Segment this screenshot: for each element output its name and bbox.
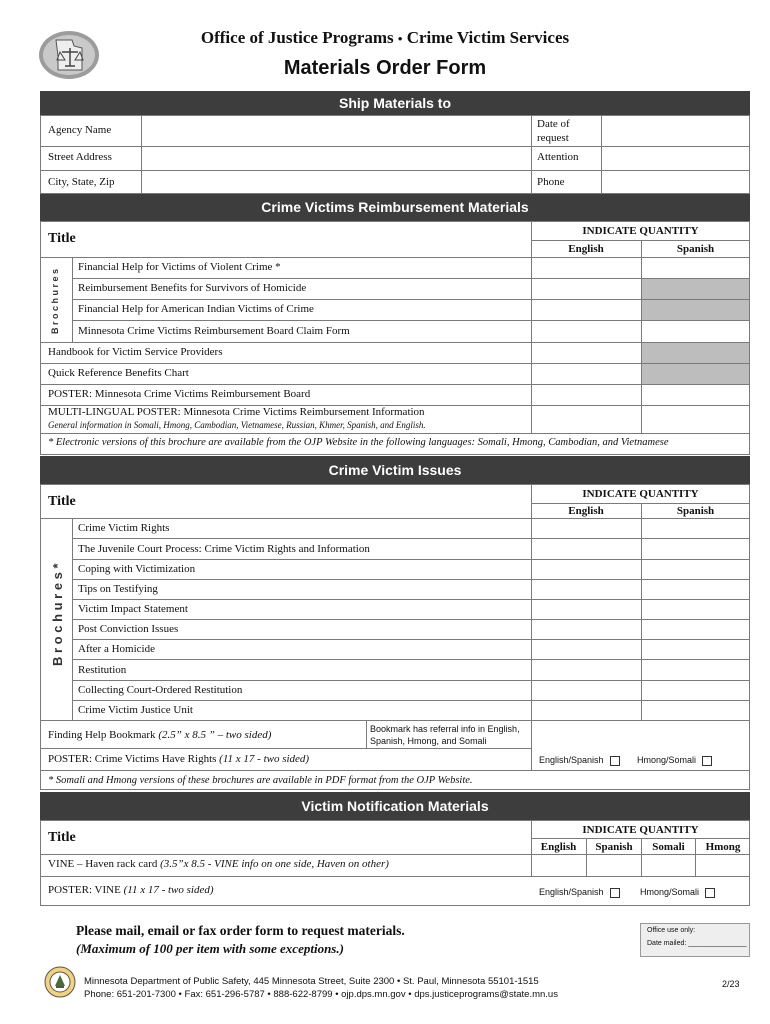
qty-english-input[interactable] — [532, 300, 641, 320]
date-of-request-line2: request — [537, 132, 569, 144]
maximum-note: (Maximum of 100 per item with some exceptions.) — [76, 941, 344, 956]
bookmark-size: (2.5” x 8.5 ” – two sided) — [158, 729, 272, 741]
qty-spanish-input[interactable] — [642, 258, 749, 278]
vine-rack-card-name: VINE – Haven rack card — [48, 858, 158, 870]
handbook-label: Handbook for Victim Service Providers — [48, 346, 223, 358]
date-mailed-field[interactable]: Date mailed: _______________ — [647, 940, 747, 947]
reimb-indicate-quantity: INDICATE QUANTITY — [582, 225, 699, 237]
attention-field[interactable] — [602, 147, 749, 170]
issues-brochures-vertical-label: B r o c h u r e s * — [50, 563, 65, 666]
qty-english-input[interactable] — [532, 321, 641, 342]
qty-english-input[interactable] — [532, 258, 641, 278]
bookmark-name: Finding Help Bookmark — [48, 729, 156, 741]
agency-name-label: Agency Name — [48, 124, 112, 136]
qty-spanish-input[interactable] — [587, 855, 641, 876]
qty-english-input[interactable] — [532, 364, 641, 384]
reimb-footnote: * Electronic versions of this brochure are available from the OJP Website in the following languages: Somali, Hmong, Cambodian, and Vietnamese — [48, 437, 669, 448]
ship-band: Ship Materials to — [40, 91, 750, 115]
date-of-request-line1: Date of — [537, 118, 570, 130]
vine-hmong-header: Hmong — [705, 841, 741, 853]
reimb-brochure-3: Financial Help for American Indian Victims of Crime — [78, 303, 314, 315]
qty-english-input[interactable] — [532, 721, 749, 748]
issues-brochure-9: Collecting Court-Ordered Restitution — [78, 684, 243, 696]
issues-footnote: * Somali and Hmong versions of these brochures are available in PDF format from the OJP Website. — [48, 775, 473, 786]
issues-poster-name: POSTER: Crime Victims Have Rights — [48, 753, 217, 765]
issues-brochure-10: Crime Victim Justice Unit — [78, 704, 193, 716]
vine-band: Victim Notification Materials — [40, 792, 750, 820]
attention-label: Attention — [537, 151, 579, 163]
issues-brochure-3: Coping with Victimization — [78, 563, 196, 575]
vine-hmong-somali-checkbox[interactable] — [705, 888, 715, 898]
reimb-brochure-4: Minnesota Crime Victims Reimbursement Board Claim Form — [78, 325, 350, 337]
reimbursement-band: Crime Victims Reimbursement Materials — [40, 194, 750, 221]
issues-hmong-somali-option[interactable] — [637, 755, 712, 766]
street-address-field[interactable] — [142, 147, 530, 170]
vine-poster-name: POSTER: VINE — [48, 884, 121, 896]
english-spanish-checkbox[interactable] — [610, 756, 620, 766]
date-of-request-label — [537, 117, 570, 145]
bookmark-note-line1: Bookmark has referral info in English, — [370, 724, 520, 734]
vine-title-header: Title — [48, 830, 76, 845]
mail-instructions: Please mail, email or fax order form to request materials. — [76, 923, 405, 938]
vine-spanish-header: Spanish — [595, 841, 633, 853]
reimb-poster-label: POSTER: Minnesota Crime Victims Reimbursement Board — [48, 388, 311, 400]
footer-address: Minnesota Department of Public Safety, 445 Minnesota Street, Suite 2300 • St. Paul, Minnesota 55101-1515 — [84, 976, 539, 987]
issues-brochure-4: Tips on Testifying — [78, 583, 158, 595]
bookmark-note — [370, 723, 520, 747]
multilingual-poster-label: MULTI-LINGUAL POSTER: Minnesota Crime Victims Reimbursement Information — [48, 406, 425, 418]
agency-name-field[interactable] — [142, 116, 530, 146]
reimb-brochures-vertical-label: B r o c h u r e s — [50, 268, 60, 334]
quick-reference-label: Quick Reference Benefits Chart — [48, 367, 189, 379]
reimb-spanish-header: Spanish — [676, 243, 715, 255]
date-of-request-field[interactable] — [602, 116, 749, 146]
issues-band: Crime Victim Issues — [40, 456, 750, 484]
vine-hmong-somali-label: Hmong/Somali — [640, 887, 700, 897]
qty-english-input[interactable] — [532, 406, 641, 433]
phone-field[interactable] — [602, 171, 749, 193]
issues-english-spanish-option[interactable] — [539, 755, 620, 766]
vine-poster-label — [48, 884, 214, 896]
qty-english-input[interactable] — [532, 279, 641, 299]
footer-contact: Phone: 651-201-7300 • Fax: 651-296-5787 • 888-622-8799 • ojp.dps.mn.gov • dps.justiceprograms@state.mn.us — [84, 989, 558, 1000]
issues-brochure-6: Post Conviction Issues — [78, 623, 179, 635]
office-use-box — [640, 923, 750, 957]
qty-english-input[interactable] — [532, 343, 641, 363]
qty-spanish-input[interactable] — [642, 385, 749, 405]
heading-bullet: • — [397, 31, 403, 46]
vine-english-header: English — [540, 841, 577, 853]
division-name: Crime Victim Services — [406, 28, 570, 47]
bookmark-note-line2: Spanish, Hmong, and Somali — [370, 736, 487, 746]
issues-brochure-7: After a Homicide — [78, 643, 155, 655]
qty-spanish-input[interactable] — [642, 519, 749, 538]
reimb-english-header: English — [568, 243, 604, 255]
qty-somali-input[interactable] — [642, 855, 695, 876]
office-use-label: Office use only: — [647, 927, 696, 934]
reimb-brochure-1: Financial Help for Victims of Violent Crime * — [78, 261, 281, 273]
hmong-somali-checkbox[interactable] — [702, 756, 712, 766]
qty-english-input[interactable] — [532, 519, 641, 538]
qty-hmong-input[interactable] — [696, 855, 749, 876]
form-title: Materials Order Form — [283, 57, 487, 79]
issues-brochure-1: Crime Victim Rights — [78, 522, 170, 534]
vine-indicate-quantity: INDICATE QUANTITY — [582, 824, 699, 836]
vine-somali-header: Somali — [652, 841, 685, 853]
bookmark-label — [48, 729, 271, 741]
english-spanish-label: English/Spanish — [539, 755, 604, 765]
office-name: Office of Justice Programs — [200, 28, 394, 47]
vine-rack-card-label — [48, 858, 389, 870]
vine-english-spanish-label: English/Spanish — [539, 887, 604, 897]
issues-indicate-quantity: INDICATE QUANTITY — [582, 488, 699, 500]
qty-english-input[interactable] — [532, 385, 641, 405]
multilingual-poster-note: General information in Somali, Hmong, Cambodian, Vietnamese, Russian, Khmer, Spanish, and English. — [48, 420, 426, 430]
issues-english-header: English — [568, 505, 604, 517]
issues-brochure-2: The Juvenile Court Process: Crime Victim Rights and Information — [78, 543, 370, 555]
city-state-zip-label: City, State, Zip — [48, 176, 115, 188]
street-address-label: Street Address — [48, 151, 112, 163]
issues-poster-label — [48, 753, 309, 765]
phone-label: Phone — [537, 176, 565, 188]
issues-spanish-header: Spanish — [676, 505, 715, 517]
qty-spanish-input[interactable] — [642, 321, 749, 342]
vine-english-spanish-option[interactable] — [539, 887, 620, 898]
hmong-somali-label: Hmong/Somali — [637, 755, 697, 765]
reimb-brochure-2: Reimbursement Benefits for Survivors of Homicide — [78, 282, 307, 294]
vine-poster-size: (11 x 17 - two sided) — [123, 884, 214, 896]
issues-title-header: Title — [48, 494, 76, 509]
qty-english-input[interactable] — [532, 855, 586, 876]
office-heading — [0, 28, 770, 48]
qty-spanish-input[interactable] — [642, 406, 749, 433]
reimb-title-header: Title — [48, 231, 76, 246]
issues-poster-size: (11 x 17 - two sided) — [219, 753, 310, 765]
vine-hmong-somali-option[interactable] — [640, 887, 715, 898]
dps-seal — [44, 966, 76, 998]
city-state-zip-field[interactable] — [142, 171, 530, 193]
issues-brochure-5: Victim Impact Statement — [78, 603, 188, 615]
issues-brochure-8: Restitution — [78, 664, 127, 676]
revision-date: 2/23 — [722, 979, 740, 989]
vine-rack-card-size: (3.5”x 8.5 - VINE info on one side, Haven on other) — [160, 858, 389, 870]
vine-english-spanish-checkbox[interactable] — [610, 888, 620, 898]
